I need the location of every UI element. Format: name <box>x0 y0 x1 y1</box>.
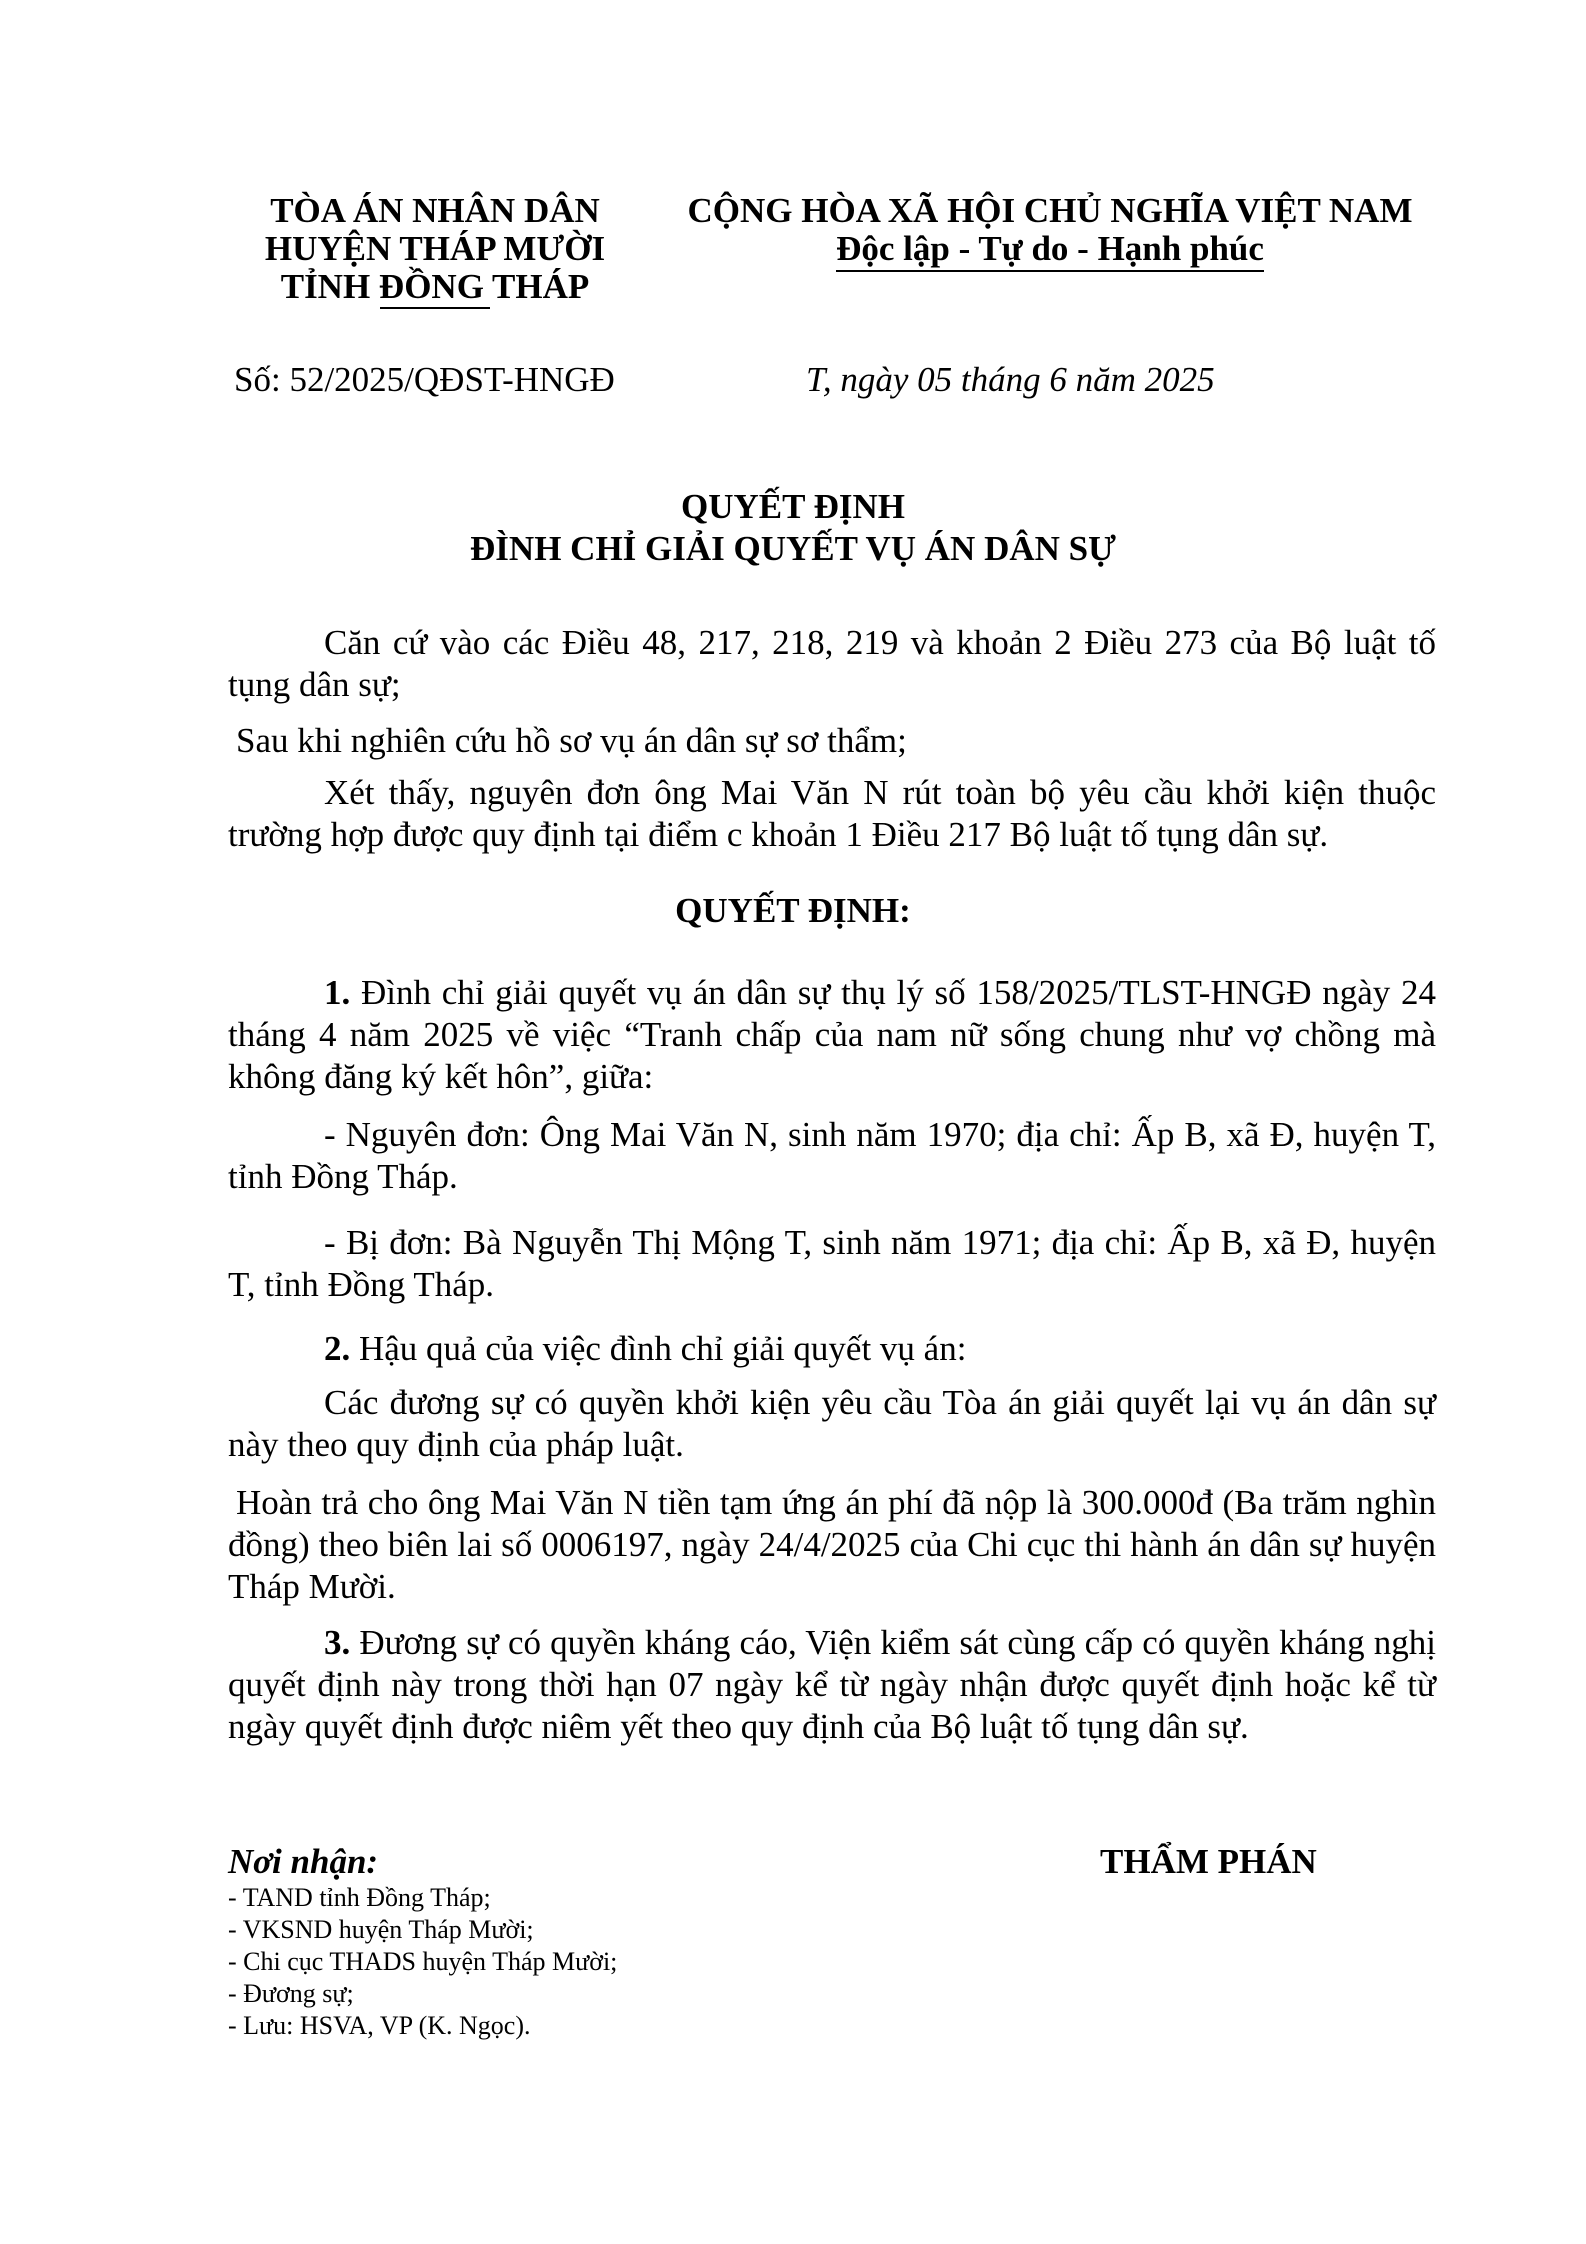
preamble-review: Sau khi nghiên cứu hồ sơ vụ án dân sự sơ thẩm; <box>236 721 907 760</box>
judge-signature-title: THẨM PHÁN <box>1100 1842 1317 1881</box>
court-line-2: HUYỆN THÁP MƯỜI <box>264 229 606 268</box>
court-line-1: TÒA ÁN NHÂN DÂN <box>270 191 600 230</box>
item-1-number: 1. <box>324 973 351 1012</box>
document-title <box>200 486 1386 570</box>
court-name-block <box>200 192 670 306</box>
court-line-3: TỈNH ĐỒNG THÁP <box>280 267 590 306</box>
item-2-text: Hậu quả của việc đình chỉ giải quyết vụ án: <box>359 1329 967 1368</box>
decision-item-1 <box>228 972 1436 1098</box>
defendant-info: - Bị đơn: Bà Nguyễn Thị Mộng T, sinh năm 1971; địa chỉ: Ấp B, xã Đ, huyện T, tỉnh Đồng Tháp. <box>228 1223 1436 1304</box>
recipients-title: Nơi nhận: <box>228 1842 379 1881</box>
recipients-block <box>228 1842 828 2042</box>
document-number: Số: 52/2025/QĐST-HNGĐ <box>234 360 615 399</box>
decision-item-3 <box>228 1622 1436 1748</box>
recipient-item: - Đương sự; <box>228 1979 354 2008</box>
item-3-number: 3. <box>324 1623 351 1662</box>
item-1-text: Đình chỉ giải quyết vụ án dân sự thụ lý số 158/2025/TLST-HNGĐ ngày 24 tháng 4 năm 2025 về việc “Tranh chấp của nam nữ sống chung như vợ chồng mà không đăng ký kết hôn”, giữa: <box>228 973 1436 1096</box>
item-3-text: Đương sự có quyền kháng cáo, Viện kiểm sát cùng cấp có quyền kháng nghị quyết định này trong thời hạn 07 ngày kể từ ngày nhận được quyết định hoặc kể từ ngày quyết định được niêm yết theo quy định của Bộ luật tố tụng dân sự. <box>228 1623 1436 1746</box>
recipient-item: - TAND tỉnh Đồng Tháp; <box>228 1883 491 1912</box>
item-2-right-to-sue: Các đương sự có quyền khởi kiện yêu cầu Tòa án giải quyết lại vụ án dân sự này theo quy định của pháp luật. <box>228 1383 1436 1464</box>
title-line-2: ĐÌNH CHỈ GIẢI QUYẾT VỤ ÁN DÂN SỰ <box>470 529 1116 568</box>
decision-item-2 <box>228 1328 1436 1370</box>
title-line-1: QUYẾT ĐỊNH <box>681 487 905 526</box>
court-underline-divider <box>380 307 490 309</box>
decision-heading: QUYẾT ĐỊNH: <box>675 891 911 930</box>
item-2-number: 2. <box>324 1329 351 1368</box>
preamble-legal-basis: Căn cứ vào các Điều 48, 217, 218, 219 và khoản 2 Điều 273 của Bộ luật tố tụng dân sự; <box>228 623 1436 704</box>
preamble-finding: Xét thấy, nguyên đơn ông Mai Văn N rút toàn bộ yêu cầu khởi kiện thuộc trường hợp được quy định tại điểm c khoản 1 Điều 217 Bộ luật tố tụng dân sự. <box>228 773 1436 854</box>
national-header-block <box>670 192 1430 272</box>
recipient-item: - VKSND huyện Tháp Mười; <box>228 1915 534 1944</box>
document-date: T, ngày 05 tháng 6 năm 2025 <box>806 360 1215 399</box>
recipient-item: - Lưu: HSVA, VP (K. Ngọc). <box>228 2011 531 2040</box>
item-2-fee-refund: Hoàn trả cho ông Mai Văn N tiền tạm ứng án phí đã nộp là 300.000đ (Ba trăm nghìn đồng) theo biên lai số 0006197, ngày 24/4/2025 của Chi cục thi hành án dân sự huyện Tháp Mười. <box>228 1483 1436 1606</box>
recipient-item: - Chi cục THADS huyện Tháp Mười; <box>228 1947 618 1976</box>
national-motto: Độc lập - Tự do - Hạnh phúc <box>836 230 1264 272</box>
plaintiff-info: - Nguyên đơn: Ông Mai Văn N, sinh năm 1970; địa chỉ: Ấp B, xã Đ, huyện T, tỉnh Đồng Tháp. <box>228 1115 1436 1196</box>
nation-name: CỘNG HÒA XÃ HỘI CHỦ NGHĨA VIỆT NAM <box>687 191 1413 230</box>
